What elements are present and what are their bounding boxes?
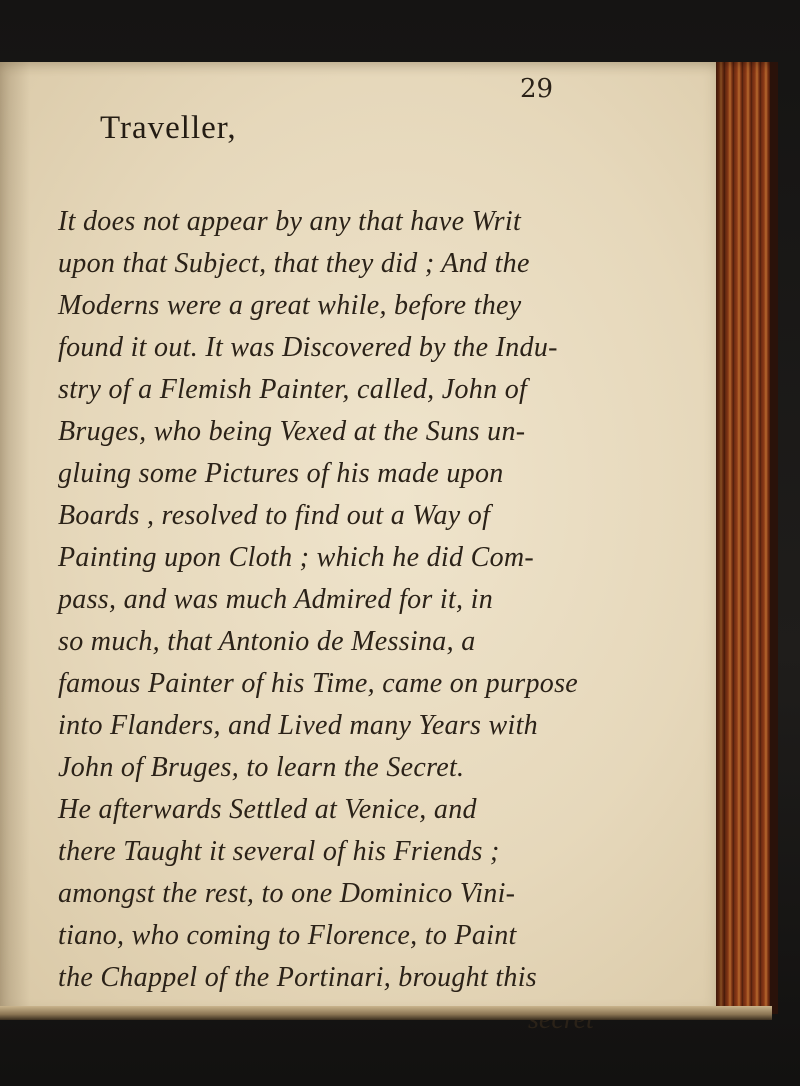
running-head: Traveller,: [100, 110, 237, 146]
text-line: so much, that Antonio de Messina, a: [58, 626, 476, 657]
text-line: pass, and was much Admired for it, in: [58, 584, 494, 615]
text-line: Painting upon Cloth ; which he did Com-: [58, 542, 535, 573]
text-line: Boards , resolved to find out a Way of: [58, 500, 491, 531]
page-bottom-edge: [0, 1006, 772, 1020]
book-page: [0, 62, 724, 1014]
text-line: John of Bruges, to learn the Secret.: [58, 752, 465, 783]
text-line: It does not appear by any that have Writ: [58, 206, 522, 237]
text-line: tiano, who coming to Florence, to Paint: [58, 920, 517, 951]
text-line: found it out. It was Discovered by the Indu-: [58, 332, 558, 363]
text-line: stry of a Flemish Painter, called, John of: [58, 374, 528, 405]
text-line: upon that Subject, that they did ; And the: [58, 248, 530, 279]
text-line: gluing some Pictures of his made upon: [58, 458, 504, 489]
text-line: into Flanders, and Lived many Years with: [58, 710, 538, 741]
text-line: the Chappel of the Portinari, brought this: [58, 962, 538, 993]
page-number: 29: [520, 74, 554, 104]
text-line: famous Painter of his Time, came on purpose: [58, 668, 578, 699]
text-line: amongst the rest, to one Dominico Vini-: [58, 878, 516, 909]
text-line: Moderns were a great while, before they: [58, 290, 522, 321]
text-line: Bruges, who being Vexed at the Suns un-: [58, 416, 526, 447]
text-line: there Taught it several of his Friends ;: [58, 836, 500, 867]
text-line: He afterwards Settled at Venice, and: [58, 794, 477, 825]
page-fore-edge: [716, 62, 772, 1014]
